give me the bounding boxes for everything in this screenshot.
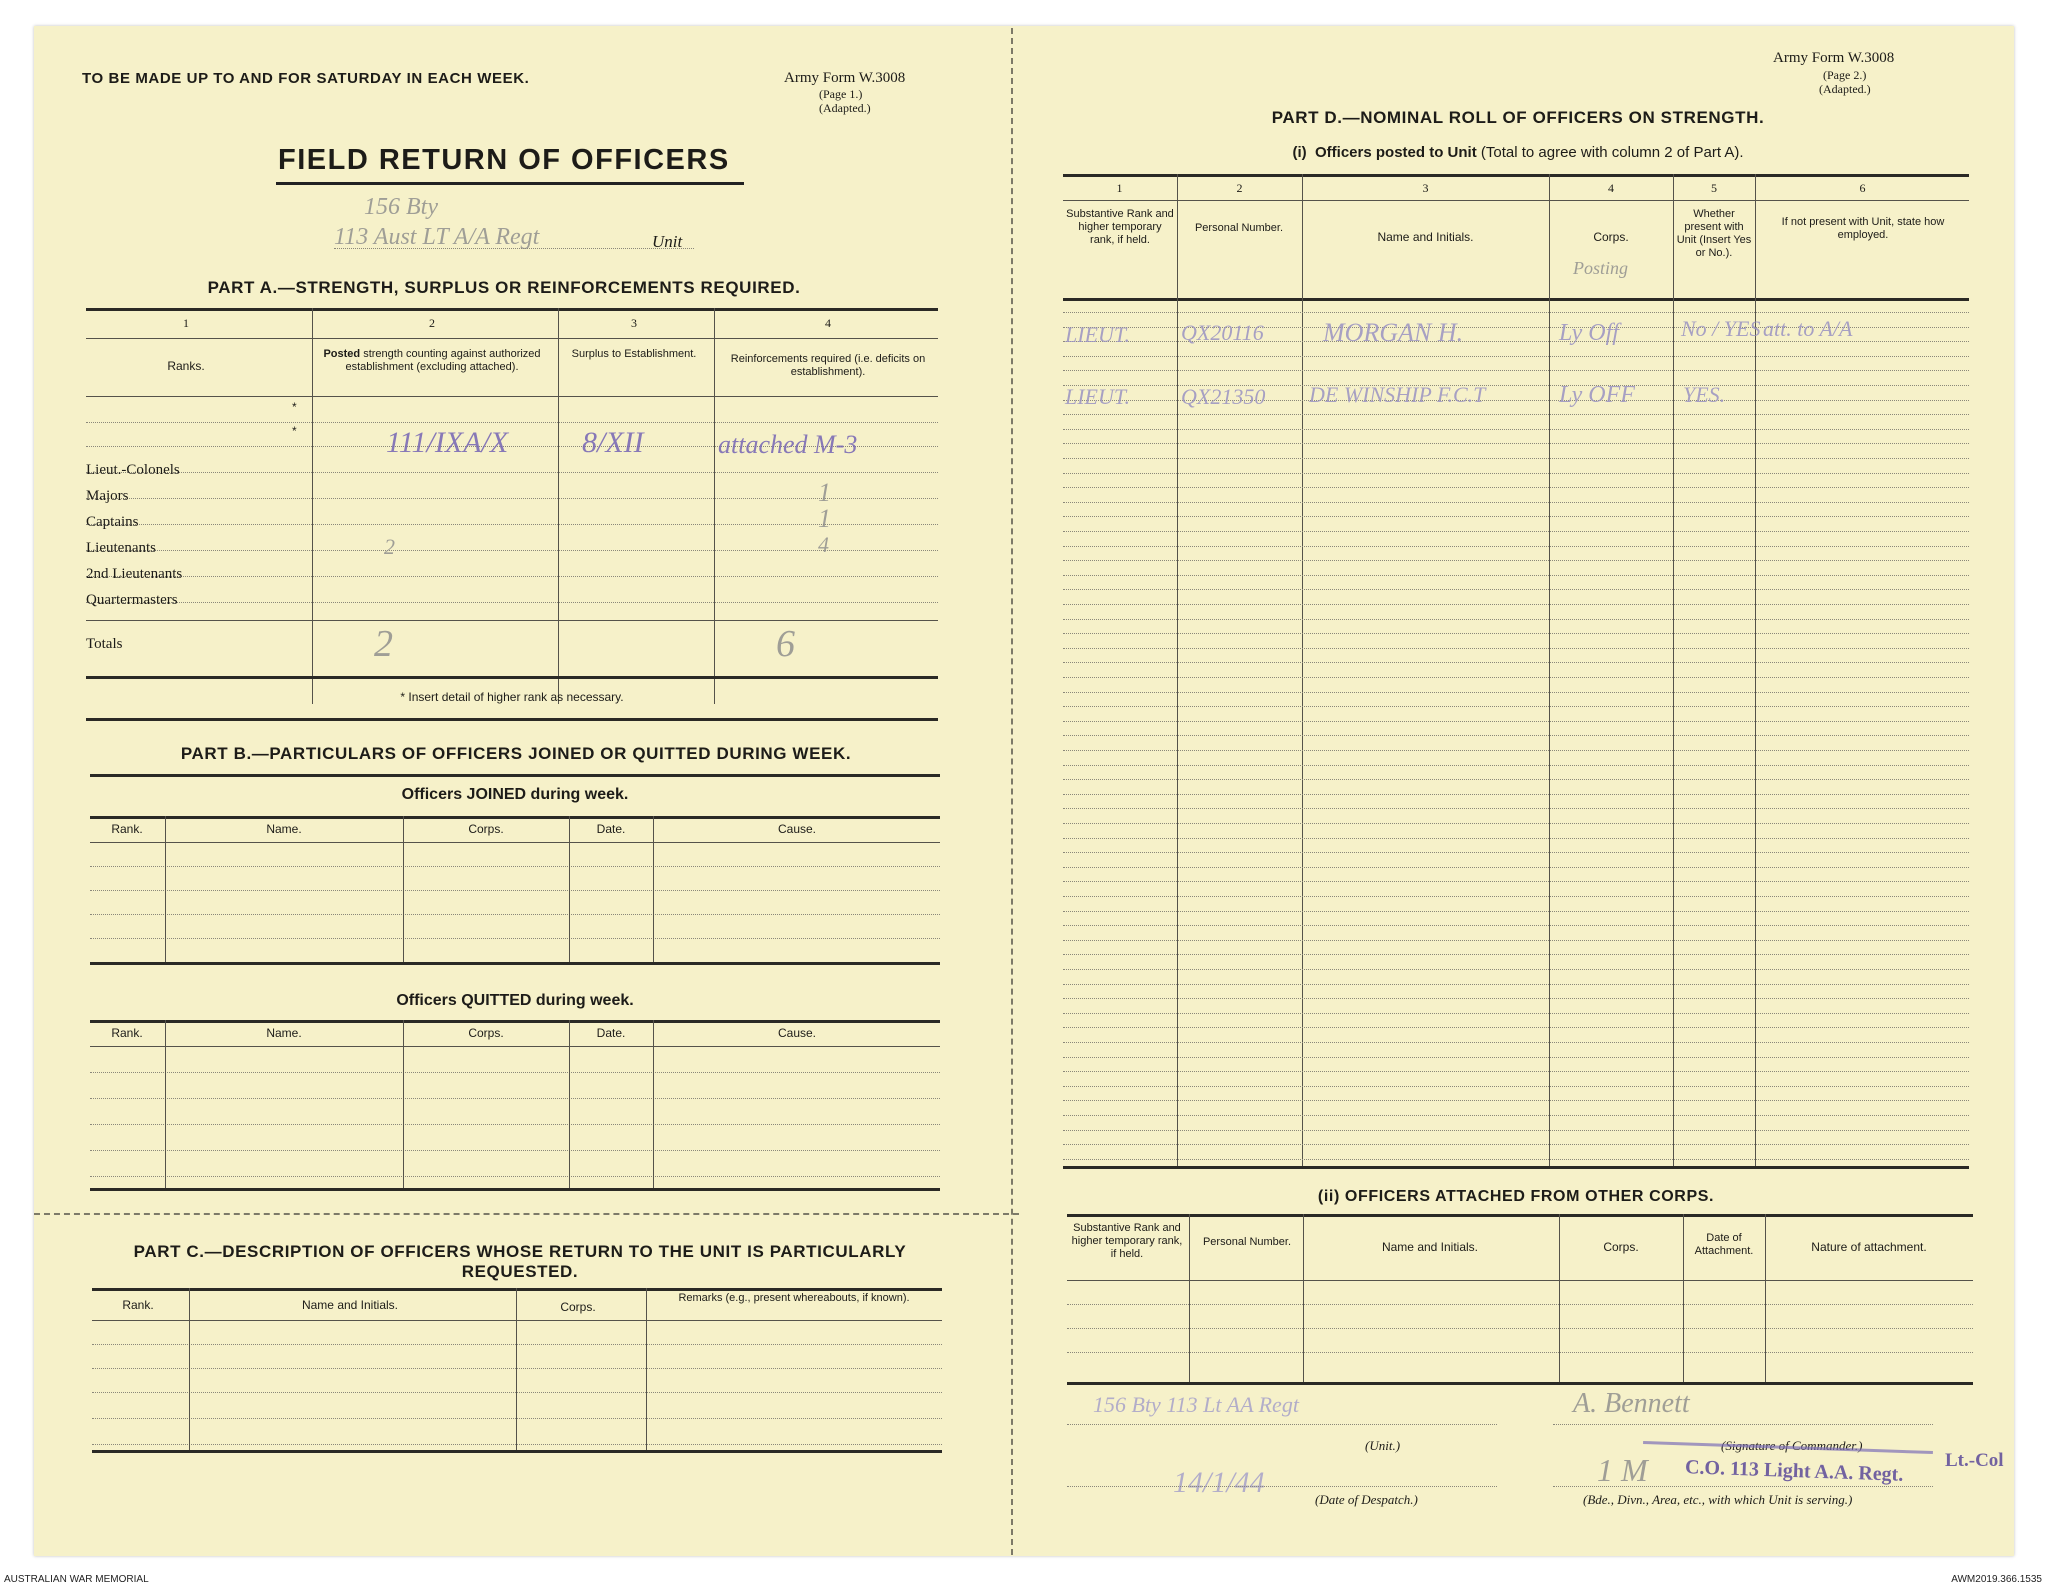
- col-remarks: Remarks (e.g., present whereabouts, if known).: [678, 1292, 910, 1304]
- col-corps: Corps.: [1593, 230, 1629, 244]
- roll-rule: [1063, 443, 1969, 444]
- roll-rule: [1063, 1130, 1969, 1131]
- part-a-heading: PART A.—STRENGTH, SURPLUS OR REINFORCEMENTS REQUIRED.: [207, 278, 801, 297]
- roll-rule: [1063, 881, 1969, 882]
- roll-rule: [1063, 911, 1969, 912]
- part-d-heading: PART D.—NOMINAL ROLL OF OFFICERS ON STRENGTH.: [1271, 108, 1765, 127]
- row-1-number: QX20116: [1181, 320, 1264, 345]
- roll-rule: [1063, 750, 1969, 751]
- roll-rule: [1063, 969, 1969, 970]
- col-substantive-rank: Substantive Rank and higher temporary rank, if held.: [1066, 208, 1174, 246]
- col-surplus: Surplus to Establishment.: [571, 348, 697, 360]
- row-1-corps: Ly Off: [1559, 320, 1619, 346]
- part-d-sub-ii: (ii) OFFICERS ATTACHED FROM OTHER CORPS.: [1317, 1188, 1715, 1205]
- roll-rule: [1063, 531, 1969, 532]
- roll-rule: [1063, 1071, 1969, 1072]
- col-rank: Rank.: [122, 1298, 154, 1312]
- posting-note: Posting: [1573, 258, 1629, 278]
- roll-rule: [1063, 619, 1969, 620]
- roll-rule: [1063, 765, 1969, 766]
- total-posted: 2: [374, 623, 393, 665]
- col-rank: Rank.: [111, 822, 143, 836]
- row-2-present: YES.: [1683, 382, 1726, 407]
- col-name-initials: Name and Initials.: [1377, 230, 1474, 244]
- hand-surplus: 8/XII: [582, 426, 644, 459]
- rank-captains: Captains: [86, 514, 139, 530]
- col-num: 4: [1608, 181, 1614, 195]
- form-adapted: (Adapted.): [1819, 82, 1871, 96]
- roll-rule: [1063, 1159, 1969, 1160]
- part-b-heading: PART B.—PARTICULARS OF OFFICERS JOINED OR QUITTED DURING WEEK.: [180, 744, 852, 763]
- col-employed: If not present with Unit, state how employed.: [1781, 216, 1945, 241]
- roll-rule: [1063, 984, 1969, 985]
- col-num: 5: [1711, 181, 1717, 195]
- col-corps: Corps.: [468, 822, 504, 836]
- roll-rule: [1063, 648, 1969, 649]
- roll-rule: [1063, 502, 1969, 503]
- col-date-attachment: Date of Attachment.: [1694, 1232, 1754, 1257]
- col-num: 1: [1116, 181, 1123, 195]
- col-cause: Cause.: [777, 1026, 817, 1040]
- roll-rule: [1063, 662, 1969, 663]
- col-date: Date.: [596, 1026, 626, 1040]
- roll-rule: [1063, 1086, 1969, 1087]
- rank-lieutenants: Lieutenants: [86, 540, 156, 556]
- roll-rule: [1063, 867, 1969, 868]
- col-corps: Corps.: [560, 1300, 596, 1314]
- roll-rule: [1063, 1027, 1969, 1028]
- roll-rule: [1063, 516, 1969, 517]
- roll-rule: [1063, 735, 1969, 736]
- area-caption: (Bde., Divn., Area, etc., with which Unit is serving.): [1583, 1492, 1853, 1507]
- roll-rule: [1063, 677, 1969, 678]
- footer-left: AUSTRALIAN WAR MEMORIAL: [4, 1574, 149, 1585]
- stamp-line: C.O. 113 Light A.A. Regt.: [1684, 1456, 1904, 1486]
- form-page: (Page 1.): [819, 87, 863, 101]
- area-handwriting: 1 M: [1597, 1452, 1648, 1488]
- col-num: 3: [1422, 181, 1429, 195]
- unit-dotted-line: [334, 248, 694, 249]
- roll-rule: [1063, 721, 1969, 722]
- roll-rule: [1063, 458, 1969, 459]
- row-2-number: QX21350: [1181, 384, 1266, 409]
- roll-rule: [1063, 487, 1969, 488]
- col-num: 2: [1236, 181, 1243, 195]
- row-2-rank: LIEUT.: [1065, 384, 1130, 409]
- roll-rule: [1063, 1057, 1969, 1058]
- roll-rule: [1063, 794, 1969, 795]
- roll-rule: [1063, 1144, 1969, 1145]
- despatch-caption: (Date of Despatch.): [1315, 1492, 1418, 1507]
- hand-posted: 111/IXA/X: [386, 426, 509, 459]
- lieutenants-posted: 2: [384, 534, 395, 559]
- unit-caption: (Unit.): [1365, 1438, 1401, 1453]
- title-underline: [276, 182, 744, 185]
- top-note: TO BE MADE UP TO AND FOR SATURDAY IN EACH WEEK.: [82, 70, 530, 87]
- commander-caption: (Signature of Commander.): [1721, 1438, 1863, 1453]
- col-reinforcements: Reinforcements required (i.e. deficits on establishment).: [730, 353, 926, 378]
- roll-rule: [1063, 940, 1969, 941]
- joined-heading: Officers JOINED during week.: [401, 786, 629, 803]
- roll-rule: [1063, 1013, 1969, 1014]
- col-posted: Posted strength counting against authorized establishment (excluding attached).: [323, 348, 541, 373]
- col-num: 4: [825, 316, 831, 330]
- roll-rule: [1063, 1115, 1969, 1116]
- row-1-present: No / YES: [1681, 316, 1761, 341]
- roll-rule: [1063, 312, 1969, 313]
- roll-rule: [1063, 1100, 1969, 1101]
- col-num: 1: [183, 316, 189, 330]
- row-2-name: DE WINSHIP F.C.T: [1309, 382, 1486, 407]
- col-substantive-rank: Substantive Rank and higher temporary rank, if held.: [1071, 1222, 1183, 1260]
- star-marker: *: [292, 424, 297, 438]
- star-marker: *: [292, 400, 297, 414]
- roll-rule: [1063, 852, 1969, 853]
- col-corps: Corps.: [468, 1026, 504, 1040]
- rank-quartermasters: Quartermasters: [86, 592, 178, 608]
- row-1-employed: att. to A/A: [1763, 316, 1853, 341]
- roll-rule: [1063, 414, 1969, 415]
- part-c-heading: PART C.—DESCRIPTION OF OFFICERS WHOSE RETURN TO THE UNIT IS PARTICULARLY REQUESTED.: [133, 1242, 907, 1281]
- roll-rule: [1063, 692, 1969, 693]
- col-rank: Rank.: [111, 1026, 143, 1040]
- col-nature-attachment: Nature of attachment.: [1811, 1240, 1927, 1254]
- roll-rule: [1063, 896, 1969, 897]
- col-personal-number: Personal Number.: [1202, 1236, 1292, 1248]
- row-1-rank: LIEUT.: [1065, 322, 1130, 347]
- roll-rule: [1063, 633, 1969, 634]
- despatch-handwriting: 14/1/44: [1173, 1466, 1265, 1499]
- unit-label: Unit: [652, 232, 683, 251]
- form-id: Army Form W.3008: [784, 70, 906, 86]
- rank-lieut-colonels: Lieut.-Colonels: [86, 462, 180, 478]
- form-page: (Page 2.): [1823, 68, 1867, 82]
- row-2-corps: Ly OFF: [1559, 382, 1635, 408]
- part-d-sub-i: (i) Officers posted to Unit (Total to agree with column 2 of Part A).: [1292, 144, 1744, 161]
- quitted-heading: Officers QUITTED during week.: [396, 992, 634, 1009]
- roll-rule: [1063, 838, 1969, 839]
- unit-handwriting-2: 113 Aust LT A/A Regt: [334, 224, 540, 250]
- roll-rule: [1063, 370, 1969, 371]
- page-2: [1013, 26, 2014, 1556]
- hand-reinforcements: attached M-3: [718, 430, 858, 459]
- roll-rule: [1063, 604, 1969, 605]
- col-name-initials: Name and Initials.: [1381, 1240, 1479, 1254]
- col-corps: Corps.: [1603, 1240, 1639, 1254]
- page-1: [34, 26, 1011, 1556]
- unit-handwriting: 156 Bty 113 Lt AA Regt: [1093, 1392, 1299, 1417]
- col-date: Date.: [596, 822, 626, 836]
- rank-2nd-lieutenants: 2nd Lieutenants: [86, 566, 183, 582]
- roll-rule: [1063, 1042, 1969, 1043]
- col-name: Name.: [266, 1026, 302, 1040]
- lieutenants-reinf: 4: [818, 532, 829, 557]
- footer-right: AWM2019.366.1535: [1951, 1574, 2042, 1585]
- roll-rule: [1063, 575, 1969, 576]
- col-num: 3: [631, 316, 637, 330]
- roll-rule: [1063, 473, 1969, 474]
- commander-signature: A. Bennett: [1573, 1388, 1690, 1419]
- form-id: Army Form W.3008: [1773, 50, 1895, 66]
- col-num: 2: [429, 316, 435, 330]
- roll-rule: [1063, 998, 1969, 999]
- col-name: Name.: [266, 822, 302, 836]
- total-reinf: 6: [776, 623, 795, 665]
- roll-rule: [1063, 589, 1969, 590]
- captains-reinf: 1: [818, 504, 831, 533]
- roll-rule: [1063, 356, 1969, 357]
- col-ranks: Ranks.: [167, 359, 205, 373]
- row-1-name: MORGAN H.: [1323, 318, 1464, 347]
- roll-rule: [1063, 925, 1969, 926]
- col-personal-number: Personal Number.: [1194, 222, 1284, 234]
- roll-rule: [1063, 823, 1969, 824]
- stamp-title: Lt.-Col: [1945, 1450, 2004, 1471]
- form-adapted: (Adapted.): [819, 101, 871, 115]
- col-name-initials: Name and Initials.: [301, 1298, 399, 1312]
- page-title: FIELD RETURN OF OFFICERS: [278, 144, 730, 176]
- roll-rule: [1063, 560, 1969, 561]
- roll-rule: [1063, 954, 1969, 955]
- roll-rule: [1063, 779, 1969, 780]
- majors-reinf: 1: [818, 478, 831, 507]
- col-present: Whether present with Unit (Insert Yes or No.).: [1676, 208, 1752, 259]
- roll-rule: [1063, 808, 1969, 809]
- footnote: * Insert detail of higher rank as necessary.: [400, 690, 624, 704]
- col-num: 6: [1859, 181, 1866, 195]
- totals-label: Totals: [86, 636, 123, 652]
- rank-majors: Majors: [86, 488, 129, 504]
- roll-rule: [1063, 546, 1969, 547]
- unit-handwriting-1: 156 Bty: [364, 194, 438, 220]
- roll-rule: [1063, 706, 1969, 707]
- col-cause: Cause.: [777, 822, 817, 836]
- roll-rule: [1063, 429, 1969, 430]
